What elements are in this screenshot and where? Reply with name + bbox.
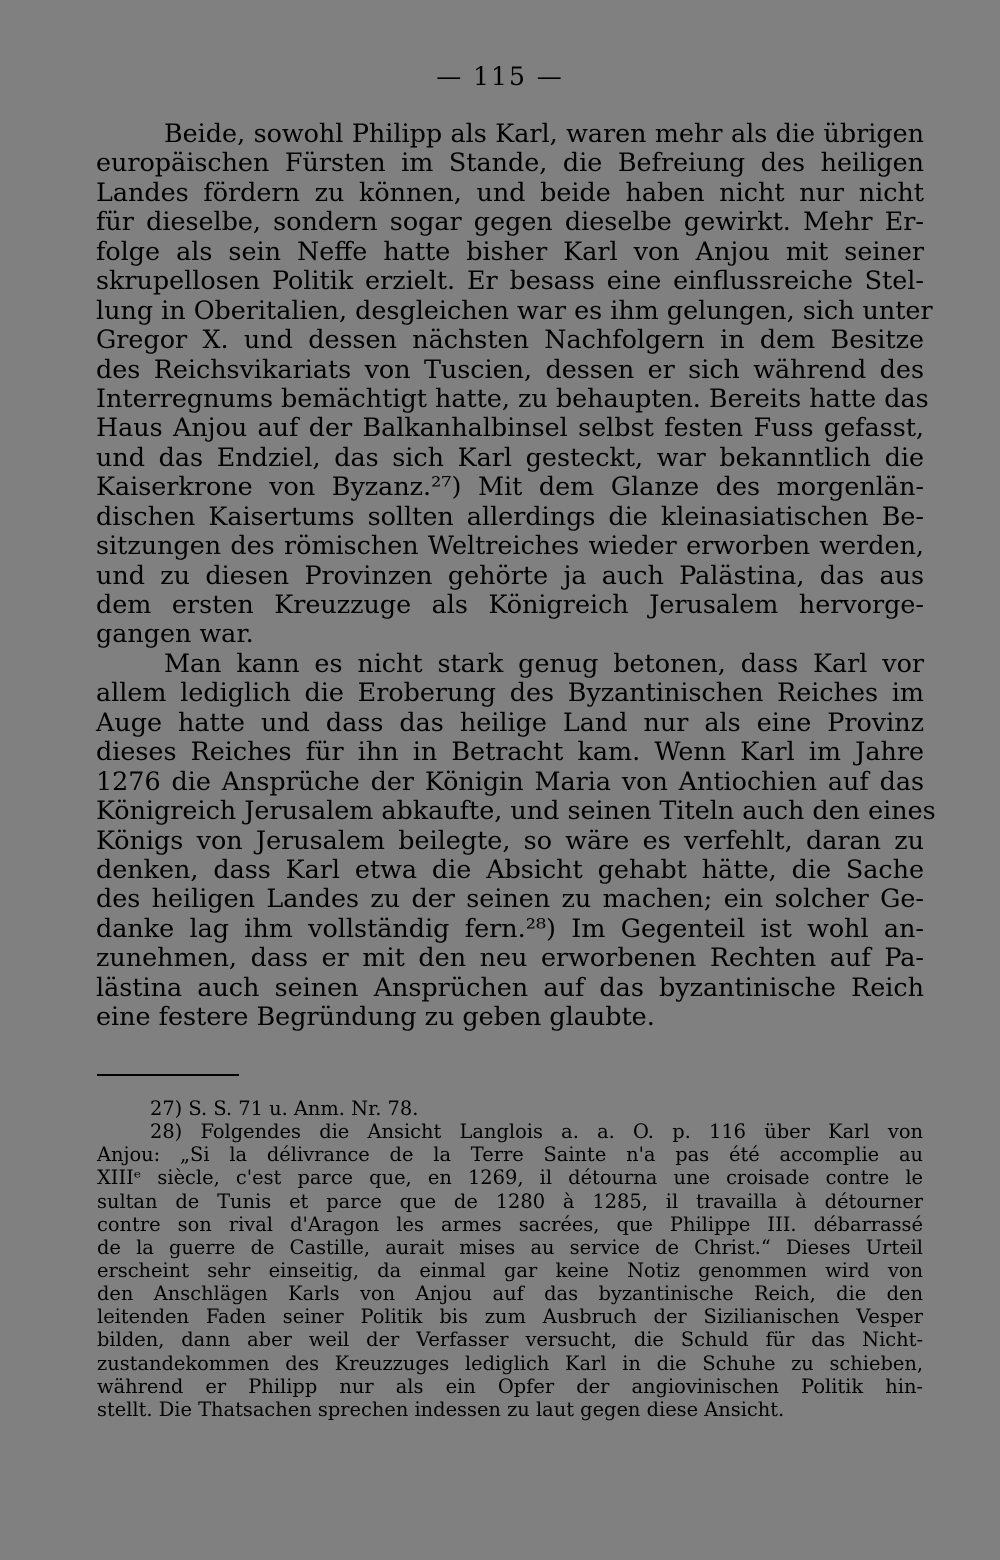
- footnote-line: 28) Folgendes die Ansicht Langlois a. a. O. p. 116 über Karl von: [150, 1120, 923, 1144]
- body-line: des Reichsvikariats von Tuscien, dessen er sich während des: [96, 353, 924, 384]
- page-number: — 115 —: [436, 62, 564, 91]
- footnote-line: den Anschlägen Karls von Anjou auf das byzantinische Reich, die den: [97, 1282, 923, 1306]
- footnote-line: bilden, dann aber weil der Verfasser versucht, die Schuld für das Nicht-: [97, 1328, 923, 1352]
- body-text: [96, 118, 936, 1032]
- footnote-line: erscheint sehr einseitig, da einmal gar keine Notiz genommen wird von: [97, 1258, 923, 1282]
- body-line: des heiligen Landes zu der seinen zu machen; ein solcher Ge-: [96, 883, 924, 914]
- body-line: Interregnums bemächtigt hatte, zu behaupten. Bereits hatte das: [96, 382, 929, 413]
- body-line: Beide, sowohl Philipp als Karl, waren mehr als die übrigen: [164, 118, 924, 148]
- footnote-line: de la guerre de Castille, aurait mises au service de Christ.“ Dieses Urteil: [97, 1235, 923, 1259]
- body-line: Kaiserkrone von Byzanz.²⁷) Mit dem Glanze des morgenlän-: [96, 471, 924, 502]
- body-line: Gregor X. und dessen nächsten Nachfolgern in dem Besitze: [96, 324, 924, 355]
- body-line: denken, dass Karl etwa die Absicht gehabt hätte, die Sache: [96, 853, 924, 884]
- body-line: dieses Reiches für ihn in Betracht kam. Wenn Karl im Jahre: [96, 736, 924, 767]
- footnote-line: während er Philipp nur als ein Opfer der angiovinischen Politik hin-: [97, 1374, 923, 1398]
- body-line: Man kann es nicht stark genug betonen, dass Karl vor: [164, 647, 924, 678]
- body-line: Königreich Jerusalem abkaufte, und seinen Titeln auch den eines: [96, 795, 936, 826]
- footnotes: [97, 1097, 923, 1421]
- body-line: für dieselbe, sondern sogar gegen dieselbe gewirkt. Mehr Er-: [96, 206, 924, 237]
- body-line: und das Endziel, das sich Karl gesteckt, war bekanntlich die: [96, 441, 924, 472]
- body-line: 1276 die Ansprüche der Königin Maria von Antiochien auf das: [96, 765, 924, 796]
- body-line: Landes fördern zu können, und beide haben nicht nur nicht: [96, 176, 924, 207]
- body-line: und zu diesen Provinzen gehörte ja auch Palästina, das aus: [96, 559, 924, 590]
- body-line: lung in Oberitalien, desgleichen war es ihm gelungen, sich unter: [96, 294, 933, 325]
- footnote-line: sultan de Tunis et parce que de 1280 à 1285, il travailla à détourner: [97, 1189, 923, 1213]
- footnote-line: contre son rival d'Aragon les armes sacrées, que Philippe III. débarrassé: [97, 1212, 923, 1236]
- body-line: gangen war.: [96, 618, 254, 649]
- body-line: eine festere Begründung zu geben glaubte.: [96, 1001, 655, 1032]
- body-line: sitzungen des römischen Weltreiches wieder erworben werden,: [96, 530, 924, 561]
- body-line: lästina auch seinen Ansprüchen auf das byzantinische Reich: [96, 971, 924, 1002]
- body-line: Königs von Jerusalem beilegte, so wäre es verfehlt, daran zu: [96, 824, 924, 855]
- footnote-line: leitenden Faden seiner Politik bis zum Ausbruch der Sizilianischen Vesper: [97, 1305, 923, 1329]
- body-line: Auge hatte und dass das heilige Land nur als eine Provinz: [96, 706, 924, 737]
- footnote-separator-rule: [97, 1074, 239, 1076]
- body-line: folge als sein Neffe hatte bisher Karl von Anjou mit seiner: [96, 235, 924, 266]
- footnote-line: stellt. Die Thatsachen sprechen indessen zu laut gegen diese Ansicht.: [97, 1397, 785, 1421]
- footnote-line: Anjou: „Si la délivrance de la Terre Sainte n'a pas été accomplie au: [97, 1143, 923, 1167]
- body-line: dem ersten Kreuzzuge als Königreich Jerusalem hervorge-: [96, 589, 924, 619]
- body-line: zunehmen, dass er mit den neu erworbenen Rechten auf Pa-: [96, 942, 924, 973]
- body-line: allem lediglich die Eroberung des Byzantinischen Reiches im: [96, 677, 924, 708]
- footnote-line: XIIIᵉ siècle, c'est parce que, en 1269, il détourna une croisade contre le: [97, 1166, 923, 1190]
- footnote-line: zustandekommen des Kreuzzuges lediglich Karl in die Schuhe zu schieben,: [97, 1351, 923, 1375]
- body-line: Haus Anjou auf der Balkanhalbinsel selbst festen Fuss gefasst,: [96, 412, 924, 443]
- footnote-line: 27) S. S. 71 u. Anm. Nr. 78.: [150, 1097, 419, 1120]
- body-line: danke lag ihm vollständig fern.²⁸) Im Gegenteil ist wohl an-: [96, 912, 924, 943]
- body-line: skrupellosen Politik erzielt. Er besass eine einflussreiche Stel-: [96, 265, 924, 296]
- body-line: dischen Kaisertums sollten allerdings die kleinasiatischen Be-: [96, 500, 924, 531]
- body-line: europäischen Fürsten im Stande, die Befreiung des heiligen: [96, 147, 924, 178]
